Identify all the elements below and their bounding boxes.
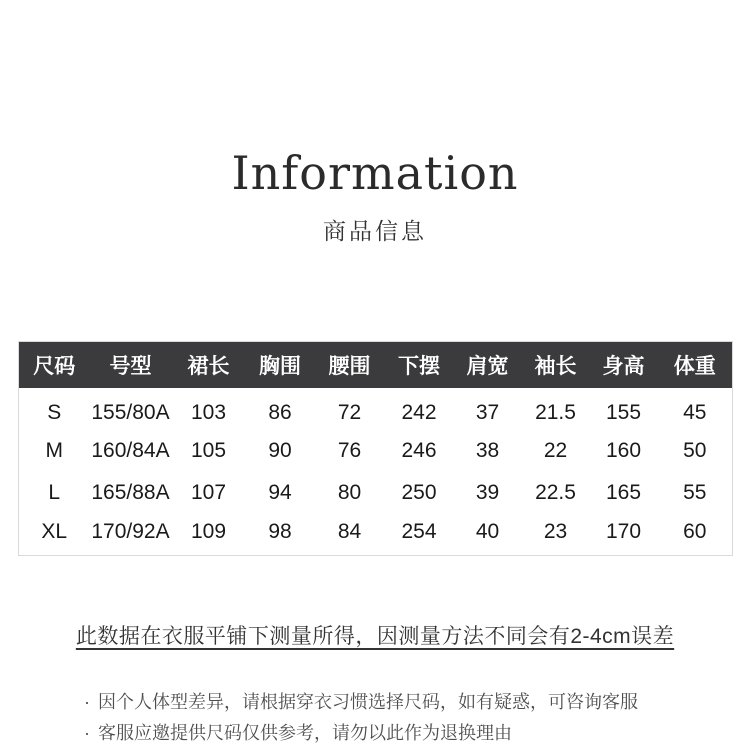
table-cell: 21.5: [522, 388, 590, 430]
size-chart-body: [19, 388, 733, 556]
table-cell: 107: [172, 472, 246, 514]
table-row: [19, 514, 733, 556]
table-cell: 45: [658, 388, 733, 430]
header-cell: 肩宽: [454, 342, 522, 388]
table-cell: 155: [590, 388, 658, 430]
header-cell: 身高: [590, 342, 658, 388]
table-cell: 50: [658, 430, 733, 472]
page-title: Information: [231, 146, 519, 200]
table-cell: 170/92A: [90, 514, 172, 556]
table-cell: 155/80A: [90, 388, 172, 430]
table-cell: 38: [454, 430, 522, 472]
header-row: [19, 342, 733, 388]
size-chart-table: [18, 341, 733, 556]
table-row: [19, 388, 733, 430]
table-cell: 60: [658, 514, 733, 556]
header-cell: 腰围: [315, 342, 385, 388]
table-cell: 84: [315, 514, 385, 556]
tip-item: [84, 718, 724, 749]
table-row: [19, 430, 733, 472]
size-chart-section: [18, 341, 732, 556]
table-cell: 170: [590, 514, 658, 556]
title-block: [0, 146, 750, 246]
table-cell: 165: [590, 472, 658, 514]
table-cell: 80: [315, 472, 385, 514]
table-cell: 109: [172, 514, 246, 556]
tip-text: 客服应邀提供尺码仅供参考，请勿以此作为退换理由: [98, 723, 512, 743]
table-cell: 40: [454, 514, 522, 556]
table-cell: 98: [246, 514, 315, 556]
table-cell: 90: [246, 430, 315, 472]
table-cell: 160: [590, 430, 658, 472]
table-cell: XL: [19, 514, 90, 556]
table-cell: S: [19, 388, 90, 430]
table-cell: 105: [172, 430, 246, 472]
table-cell: 76: [315, 430, 385, 472]
tips-list: [84, 687, 724, 749]
table-row: [19, 472, 733, 514]
table-cell: 94: [246, 472, 315, 514]
table-cell: 23: [522, 514, 590, 556]
table-cell: 103: [172, 388, 246, 430]
measurement-note: 此数据在衣服平铺下测量所得，因测量方法不同会有2-4cm误差: [75, 625, 675, 648]
tip-text: 因个人体型差异，请根据穿衣习惯选择尺码，如有疑惑，可咨询客服: [98, 692, 638, 712]
page-subtitle: 商品信息: [323, 218, 427, 245]
table-cell: 72: [315, 388, 385, 430]
header-cell: 号型: [90, 342, 172, 388]
table-cell: 160/84A: [90, 430, 172, 472]
header-cell: 胸围: [246, 342, 315, 388]
table-cell: 55: [658, 472, 733, 514]
table-cell: 246: [385, 430, 454, 472]
table-cell: 39: [454, 472, 522, 514]
table-cell: M: [19, 430, 90, 472]
table-cell: 165/88A: [90, 472, 172, 514]
header-cell: 下摆: [385, 342, 454, 388]
table-cell: L: [19, 472, 90, 514]
header-cell: 体重: [658, 342, 733, 388]
table-cell: 22.5: [522, 472, 590, 514]
size-chart-header: [19, 342, 733, 388]
table-cell: 86: [246, 388, 315, 430]
table-cell: 242: [385, 388, 454, 430]
table-cell: 22: [522, 430, 590, 472]
header-cell: 袖长: [522, 342, 590, 388]
tip-item: [84, 687, 724, 718]
header-cell: 裙长: [172, 342, 246, 388]
table-cell: 250: [385, 472, 454, 514]
table-cell: 37: [454, 388, 522, 430]
header-cell: 尺码: [19, 342, 90, 388]
table-cell: 254: [385, 514, 454, 556]
bullet-glyph: ·: [84, 692, 90, 712]
bullet-glyph: ·: [84, 723, 90, 743]
